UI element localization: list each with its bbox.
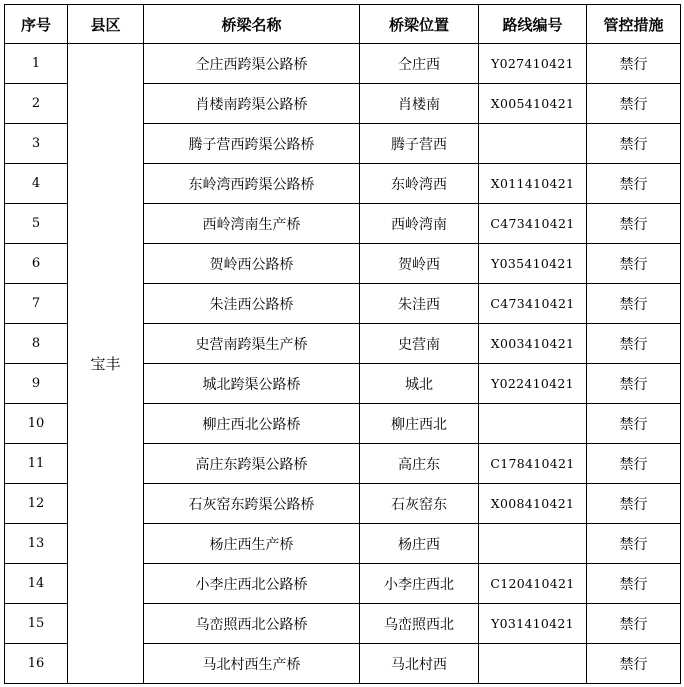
cell-route-code: C120410421 [479,564,587,604]
cell-bridge-name: 柳庄西北公路桥 [144,404,360,444]
cell-bridge-location: 贺岭西 [360,244,479,284]
cell-control-measure: 禁行 [587,124,681,164]
cell-bridge-location: 杨庄西 [360,524,479,564]
cell-route-code [479,404,587,444]
cell-route-code: Y031410421 [479,604,587,644]
table-header-row [5,5,681,44]
cell-bridge-name: 石灰窑东跨渠公路桥 [144,484,360,524]
cell-bridge-location: 仝庄西 [360,44,479,84]
cell-bridge-location: 马北村西 [360,644,479,684]
cell-bridge-location: 史营南 [360,324,479,364]
cell-bridge-name: 小李庄西北公路桥 [144,564,360,604]
cell-serial-no: 10 [5,404,68,444]
cell-control-measure: 禁行 [587,404,681,444]
cell-bridge-name: 城北跨渠公路桥 [144,364,360,404]
cell-bridge-name: 肖楼南跨渠公路桥 [144,84,360,124]
cell-control-measure: 禁行 [587,644,681,684]
header-bridge-location: 桥梁位置 [360,5,479,44]
cell-serial-no: 3 [5,124,68,164]
cell-route-code: C473410421 [479,204,587,244]
cell-route-code: X011410421 [479,164,587,204]
cell-serial-no: 7 [5,284,68,324]
cell-control-measure: 禁行 [587,284,681,324]
cell-serial-no: 9 [5,364,68,404]
cell-bridge-location: 乌峦照西北 [360,604,479,644]
cell-bridge-location: 小李庄西北 [360,564,479,604]
cell-bridge-location: 东岭湾西 [360,164,479,204]
header-control-measure: 管控措施 [587,5,681,44]
cell-serial-no: 16 [5,644,68,684]
cell-control-measure: 禁行 [587,44,681,84]
cell-bridge-name: 东岭湾西跨渠公路桥 [144,164,360,204]
cell-control-measure: 禁行 [587,84,681,124]
table-body [5,44,681,684]
cell-route-code: Y035410421 [479,244,587,284]
cell-bridge-name: 史营南跨渠生产桥 [144,324,360,364]
cell-serial-no: 6 [5,244,68,284]
cell-control-measure: 禁行 [587,244,681,284]
cell-route-code: Y022410421 [479,364,587,404]
cell-control-measure: 禁行 [587,364,681,404]
cell-bridge-location: 朱洼西 [360,284,479,324]
cell-route-code: X008410421 [479,484,587,524]
cell-bridge-name: 高庄东跨渠公路桥 [144,444,360,484]
cell-bridge-name: 杨庄西生产桥 [144,524,360,564]
header-route-code: 路线编号 [479,5,587,44]
cell-control-measure: 禁行 [587,324,681,364]
cell-bridge-name: 贺岭西公路桥 [144,244,360,284]
cell-control-measure: 禁行 [587,564,681,604]
cell-control-measure: 禁行 [587,524,681,564]
cell-control-measure: 禁行 [587,444,681,484]
cell-serial-no: 2 [5,84,68,124]
cell-route-code [479,644,587,684]
bridge-control-table [4,4,681,684]
cell-county: 宝丰 [68,44,144,684]
cell-route-code: C178410421 [479,444,587,484]
cell-serial-no: 5 [5,204,68,244]
cell-bridge-name: 朱洼西公路桥 [144,284,360,324]
cell-serial-no: 15 [5,604,68,644]
cell-serial-no: 8 [5,324,68,364]
cell-control-measure: 禁行 [587,204,681,244]
cell-bridge-name: 马北村西生产桥 [144,644,360,684]
cell-control-measure: 禁行 [587,604,681,644]
cell-bridge-location: 西岭湾南 [360,204,479,244]
bridge-control-table-container [4,4,680,684]
cell-bridge-name: 仝庄西跨渠公路桥 [144,44,360,84]
cell-serial-no: 13 [5,524,68,564]
cell-route-code: Y027410421 [479,44,587,84]
cell-route-code [479,524,587,564]
cell-route-code [479,124,587,164]
cell-serial-no: 11 [5,444,68,484]
cell-route-code: X003410421 [479,324,587,364]
header-bridge-name: 桥梁名称 [144,5,360,44]
cell-bridge-location: 城北 [360,364,479,404]
cell-bridge-location: 柳庄西北 [360,404,479,444]
cell-serial-no: 14 [5,564,68,604]
cell-control-measure: 禁行 [587,164,681,204]
cell-bridge-location: 肖楼南 [360,84,479,124]
cell-control-measure: 禁行 [587,484,681,524]
cell-serial-no: 4 [5,164,68,204]
cell-bridge-location: 腾子营西 [360,124,479,164]
cell-bridge-location: 石灰窑东 [360,484,479,524]
cell-bridge-name: 腾子营西跨渠公路桥 [144,124,360,164]
cell-bridge-name: 乌峦照西北公路桥 [144,604,360,644]
table-row [5,44,681,84]
header-serial-no: 序号 [5,5,68,44]
cell-route-code: X005410421 [479,84,587,124]
cell-bridge-name: 西岭湾南生产桥 [144,204,360,244]
cell-serial-no: 1 [5,44,68,84]
cell-serial-no: 12 [5,484,68,524]
cell-route-code: C473410421 [479,284,587,324]
header-county: 县区 [68,5,144,44]
cell-bridge-location: 高庄东 [360,444,479,484]
